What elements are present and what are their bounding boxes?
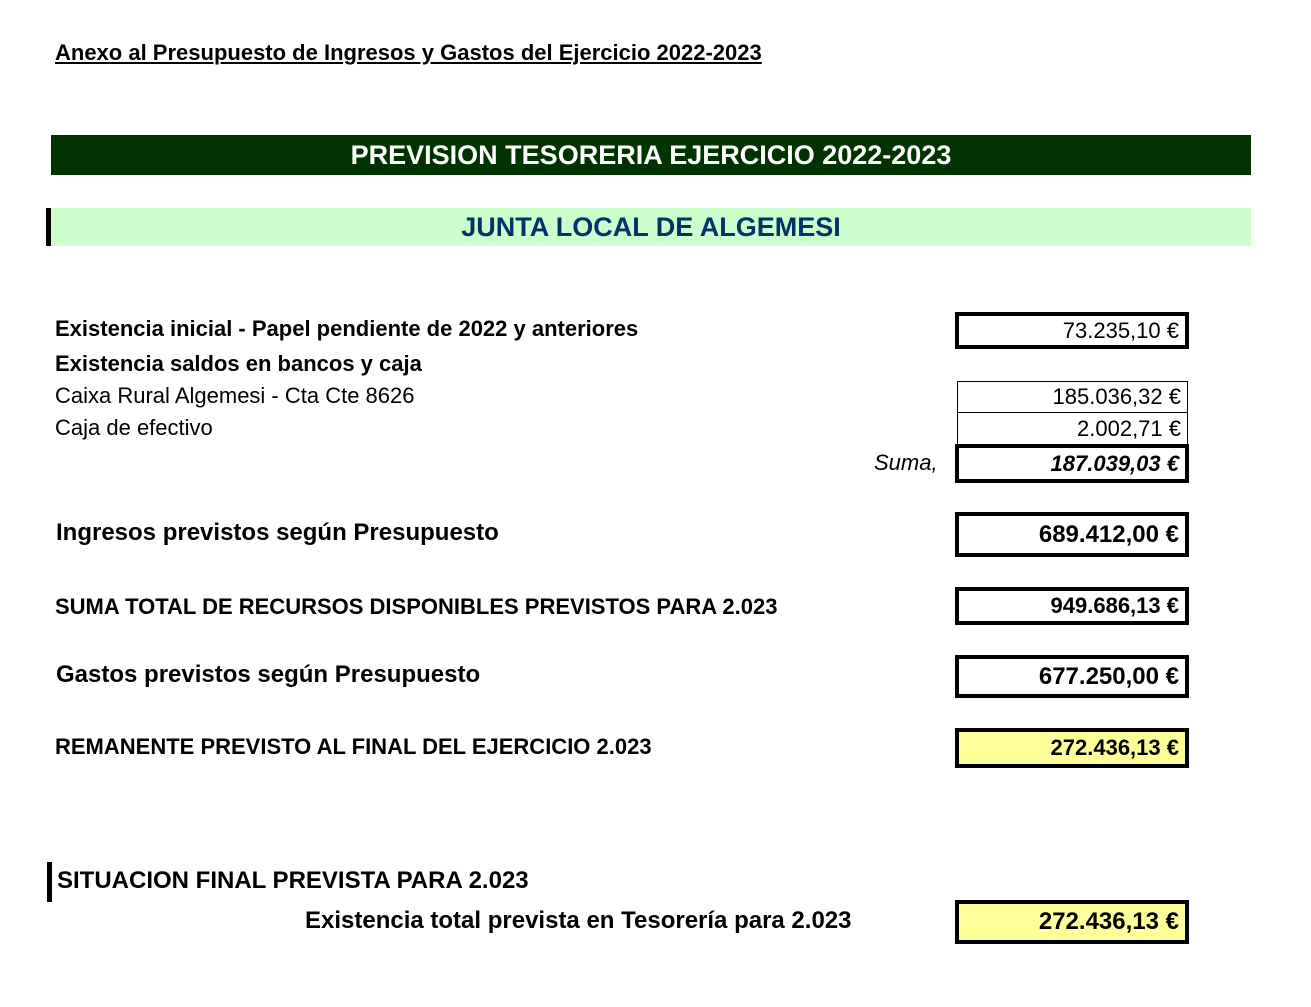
suma-total-label: SUMA TOTAL DE RECURSOS DISPONIBLES PREVISTOS PARA 2.023 — [55, 594, 778, 619]
ingresos-label: Ingresos previstos según Presupuesto — [56, 519, 499, 546]
ingresos-value: 689.412,00 € — [955, 512, 1189, 557]
banner-subtitle: JUNTA LOCAL DE ALGEMESI — [51, 208, 1251, 246]
suma-total-value: 949.686,13 € — [955, 587, 1189, 625]
remanente-label: REMANENTE PREVISTO AL FINAL DEL EJERCICIO 2.023 — [55, 734, 652, 759]
caixa-rural-label: Caixa Rural Algemesi - Cta Cte 8626 — [55, 383, 415, 408]
gastos-value: 677.250,00 € — [955, 655, 1189, 698]
caja-efectivo-value: 2.002,71 € — [957, 412, 1188, 445]
existencia-total-value: 272.436,13 € — [955, 900, 1189, 944]
document-heading: Anexo al Presupuesto de Ingresos y Gastos del Ejercicio 2022-2023 — [55, 40, 762, 65]
suma-label: Suma, — [874, 450, 938, 475]
existencia-inicial-value: 73.235,10 € — [955, 312, 1189, 349]
caixa-rural-value: 185.036,32 € — [957, 381, 1188, 413]
banner-title: PREVISION TESORERIA EJERCICIO 2022-2023 — [51, 135, 1251, 175]
gastos-label: Gastos previstos según Presupuesto — [56, 661, 481, 688]
existencia-total-label: Existencia total prevista en Tesorería para 2.023 — [305, 907, 852, 934]
saldos-header-label: Existencia saldos en bancos y caja — [55, 351, 422, 376]
existencia-inicial-label: Existencia inicial - Papel pendiente de 2022 y anteriores — [55, 316, 639, 341]
situacion-final-label: SITUACION FINAL PREVISTA PARA 2.023 — [57, 867, 529, 894]
caja-efectivo-label: Caja de efectivo — [55, 415, 213, 440]
left-border-mark — [47, 862, 52, 902]
suma-value: 187.039,03 € — [955, 444, 1189, 483]
remanente-value: 272.436,13 € — [955, 728, 1189, 768]
